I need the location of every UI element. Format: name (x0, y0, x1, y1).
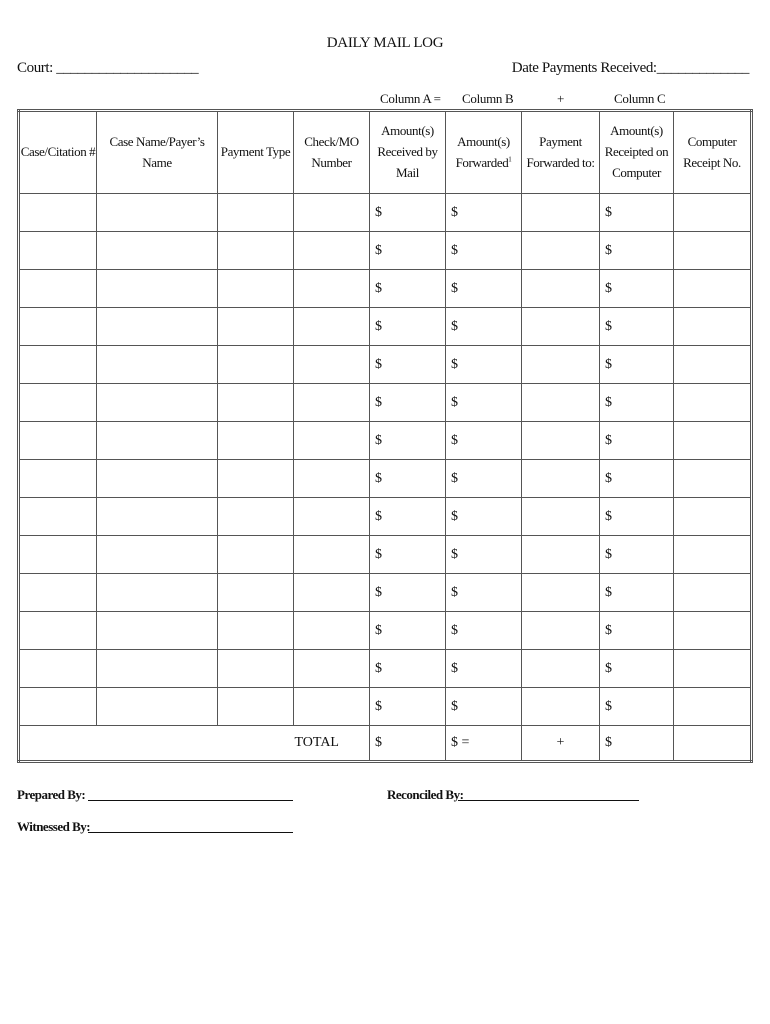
reconciled-by-line[interactable] (458, 800, 639, 801)
case-citation-cell[interactable] (19, 574, 97, 612)
amount-receipted-cell[interactable]: $ (600, 422, 674, 460)
amount-receipted-cell[interactable]: $ (600, 460, 674, 498)
payment-forwarded-to-cell[interactable] (522, 460, 600, 498)
computer-receipt-cell[interactable] (674, 422, 752, 460)
table-row (19, 498, 752, 536)
amount-forwarded-cell[interactable]: $ (446, 536, 522, 574)
reconciled-by-label: Reconciled By: (387, 787, 464, 802)
payment-forwarded-to-cell[interactable] (522, 498, 600, 536)
case-citation-cell[interactable] (19, 422, 97, 460)
payment-forwarded-to-cell[interactable] (522, 574, 600, 612)
computer-receipt-cell[interactable] (674, 308, 752, 346)
amount-received-cell[interactable]: $ (370, 574, 446, 612)
payment-forwarded-to-cell[interactable] (522, 536, 600, 574)
header-payment-forwarded-to: Payment Forwarded to: (522, 111, 600, 194)
amount-forwarded-cell[interactable]: $ (446, 574, 522, 612)
amount-forwarded-cell[interactable]: $ (446, 384, 522, 422)
total-row (19, 726, 752, 762)
payment-type-cell[interactable] (218, 536, 294, 574)
amount-received-cell[interactable]: $ (370, 688, 446, 726)
amount-forwarded-cell[interactable]: $ (446, 460, 522, 498)
header-amount-receipted: Amount(s) Receipted on Computer (600, 111, 674, 194)
amount-receipted-cell[interactable]: $ (600, 498, 674, 536)
case-citation-cell[interactable] (19, 688, 97, 726)
header-case-name: Case Name/Payer’s Name (97, 111, 218, 194)
table-row (19, 194, 752, 232)
case-citation-cell[interactable] (19, 650, 97, 688)
amount-received-cell[interactable]: $ (370, 536, 446, 574)
case-name-cell[interactable] (97, 688, 218, 726)
table-row (19, 650, 752, 688)
computer-receipt-cell[interactable] (674, 688, 752, 726)
check-mo-cell[interactable] (294, 194, 370, 232)
total-receipt-no (674, 726, 752, 762)
amount-forwarded-cell[interactable]: $ (446, 498, 522, 536)
payment-type-cell[interactable] (218, 232, 294, 270)
prepared-by-line[interactable] (88, 800, 293, 801)
case-name-cell[interactable] (97, 384, 218, 422)
table-row (19, 612, 752, 650)
computer-receipt-cell[interactable] (674, 384, 752, 422)
formula-column-a: Column A = (380, 91, 441, 106)
total-forwarded: $ = (446, 726, 522, 762)
amount-receipted-cell[interactable]: $ (600, 270, 674, 308)
payment-type-cell[interactable] (218, 688, 294, 726)
table-row (19, 384, 752, 422)
table-row (19, 460, 752, 498)
case-citation-cell[interactable] (19, 384, 97, 422)
check-mo-cell[interactable] (294, 422, 370, 460)
amount-receipted-cell[interactable]: $ (600, 232, 674, 270)
computer-receipt-cell[interactable] (674, 232, 752, 270)
check-mo-cell[interactable] (294, 270, 370, 308)
total-label: TOTAL (19, 726, 370, 762)
payment-forwarded-to-cell[interactable] (522, 308, 600, 346)
case-citation-cell[interactable] (19, 232, 97, 270)
table-row (19, 346, 752, 384)
case-citation-cell[interactable] (19, 612, 97, 650)
case-citation-cell[interactable] (19, 498, 97, 536)
amount-received-cell[interactable]: $ (370, 422, 446, 460)
header-amount-forwarded (446, 111, 522, 194)
header-amount-forwarded-label: Amount(s) Forwarded (455, 133, 510, 170)
amount-receipted-cell[interactable]: $ (600, 612, 674, 650)
amount-forwarded-cell[interactable]: $ (446, 308, 522, 346)
amount-forwarded-cell[interactable]: $ (446, 612, 522, 650)
amount-received-cell[interactable]: $ (370, 308, 446, 346)
payment-forwarded-to-cell[interactable] (522, 650, 600, 688)
amount-receipted-cell[interactable]: $ (600, 384, 674, 422)
amount-receipted-cell[interactable]: $ (600, 308, 674, 346)
amount-received-cell[interactable]: $ (370, 460, 446, 498)
case-name-cell[interactable] (97, 574, 218, 612)
case-name-cell[interactable] (97, 612, 218, 650)
amount-receipted-cell[interactable]: $ (600, 650, 674, 688)
amount-received-cell[interactable]: $ (370, 612, 446, 650)
header-computer-receipt: Computer Receipt No. (674, 111, 752, 194)
computer-receipt-cell[interactable] (674, 574, 752, 612)
header-row (19, 111, 752, 194)
amount-receipted-cell[interactable]: $ (600, 346, 674, 384)
check-mo-cell[interactable] (294, 460, 370, 498)
amount-receipted-cell[interactable]: $ (600, 536, 674, 574)
amount-forwarded-cell[interactable]: $ (446, 270, 522, 308)
amount-forwarded-cell[interactable]: $ (446, 650, 522, 688)
amount-forwarded-cell[interactable]: $ (446, 232, 522, 270)
footnote-marker: 1 (508, 155, 512, 164)
check-mo-cell[interactable] (294, 498, 370, 536)
table-row (19, 422, 752, 460)
prepared-by-label: Prepared By: (17, 787, 86, 802)
computer-receipt-cell[interactable] (674, 650, 752, 688)
court-field: Court: ____________________ (17, 60, 199, 76)
computer-receipt-cell[interactable] (674, 270, 752, 308)
formula-column-b: Column B (462, 91, 514, 106)
mail-log-table (17, 109, 753, 763)
payment-forwarded-to-cell[interactable] (522, 384, 600, 422)
case-name-cell[interactable] (97, 346, 218, 384)
header-case-citation: Case/Citation # (19, 111, 97, 194)
amount-received-cell[interactable]: $ (370, 384, 446, 422)
payment-forwarded-to-cell[interactable] (522, 422, 600, 460)
case-name-cell[interactable] (97, 460, 218, 498)
payment-type-cell[interactable] (218, 612, 294, 650)
payment-type-cell[interactable] (218, 194, 294, 232)
computer-receipt-cell[interactable] (674, 194, 752, 232)
formula-plus: + (557, 91, 565, 106)
payment-type-cell[interactable] (218, 422, 294, 460)
computer-receipt-cell[interactable] (674, 536, 752, 574)
check-mo-cell[interactable] (294, 650, 370, 688)
log-body (19, 194, 752, 762)
amount-received-cell[interactable]: $ (370, 650, 446, 688)
amount-receipted-cell[interactable]: $ (600, 574, 674, 612)
amount-received-cell[interactable]: $ (370, 270, 446, 308)
formula-column-c: Column C (614, 91, 666, 106)
check-mo-cell[interactable] (294, 232, 370, 270)
computer-receipt-cell[interactable] (674, 612, 752, 650)
computer-receipt-cell[interactable] (674, 460, 752, 498)
total-received: $ (370, 726, 446, 762)
case-name-cell[interactable] (97, 270, 218, 308)
payment-forwarded-to-cell[interactable] (522, 270, 600, 308)
header-amount-received: Amount(s) Received by Mail (370, 111, 446, 194)
payment-forwarded-to-cell[interactable] (522, 346, 600, 384)
date-payments-received-field: Date Payments Received:_____________ (511, 60, 749, 76)
case-name-cell[interactable] (97, 498, 218, 536)
table-row (19, 688, 752, 726)
amount-forwarded-cell[interactable]: $ (446, 346, 522, 384)
payment-type-cell[interactable] (218, 498, 294, 536)
computer-receipt-cell[interactable] (674, 346, 752, 384)
payment-forwarded-to-cell[interactable] (522, 612, 600, 650)
amount-received-cell[interactable]: $ (370, 346, 446, 384)
amount-receipted-cell[interactable]: $ (600, 194, 674, 232)
total-plus: + (522, 726, 600, 762)
header-check-mo: Check/MO Number (294, 111, 370, 194)
header-payment-type: Payment Type (218, 111, 294, 194)
amount-received-cell[interactable]: $ (370, 232, 446, 270)
payment-forwarded-to-cell[interactable] (522, 194, 600, 232)
total-receipted: $ (600, 726, 674, 762)
amount-receipted-cell[interactable]: $ (600, 688, 674, 726)
case-name-cell[interactable] (97, 232, 218, 270)
payment-type-cell[interactable] (218, 308, 294, 346)
case-citation-cell[interactable] (19, 346, 97, 384)
computer-receipt-cell[interactable] (674, 498, 752, 536)
table-row (19, 308, 752, 346)
case-citation-cell[interactable] (19, 460, 97, 498)
amount-forwarded-cell[interactable]: $ (446, 688, 522, 726)
check-mo-cell[interactable] (294, 574, 370, 612)
table-row (19, 270, 752, 308)
case-name-cell[interactable] (97, 308, 218, 346)
amount-received-cell[interactable]: $ (370, 194, 446, 232)
document-title: DAILY MAIL LOG (326, 35, 444, 51)
case-name-cell[interactable] (97, 194, 218, 232)
payment-forwarded-to-cell[interactable] (522, 232, 600, 270)
case-name-cell[interactable] (97, 422, 218, 460)
payment-type-cell[interactable] (218, 650, 294, 688)
payment-forwarded-to-cell[interactable] (522, 688, 600, 726)
check-mo-cell[interactable] (294, 536, 370, 574)
check-mo-cell[interactable] (294, 308, 370, 346)
table-row (19, 232, 752, 270)
case-citation-cell[interactable] (19, 270, 97, 308)
check-mo-cell[interactable] (294, 346, 370, 384)
witnessed-by-line[interactable] (88, 832, 293, 833)
witnessed-by-label: Witnessed By: (17, 819, 91, 834)
payment-type-cell[interactable] (218, 574, 294, 612)
amount-received-cell[interactable]: $ (370, 498, 446, 536)
payment-type-cell[interactable] (218, 346, 294, 384)
amount-forwarded-cell[interactable]: $ (446, 422, 522, 460)
payment-type-cell[interactable] (218, 270, 294, 308)
case-citation-cell[interactable] (19, 308, 97, 346)
amount-forwarded-cell[interactable]: $ (446, 194, 522, 232)
check-mo-cell[interactable] (294, 688, 370, 726)
check-mo-cell[interactable] (294, 384, 370, 422)
table-row (19, 536, 752, 574)
payment-type-cell[interactable] (218, 460, 294, 498)
case-name-cell[interactable] (97, 650, 218, 688)
case-citation-cell[interactable] (19, 536, 97, 574)
check-mo-cell[interactable] (294, 612, 370, 650)
table-row (19, 574, 752, 612)
payment-type-cell[interactable] (218, 384, 294, 422)
case-name-cell[interactable] (97, 536, 218, 574)
case-citation-cell[interactable] (19, 194, 97, 232)
